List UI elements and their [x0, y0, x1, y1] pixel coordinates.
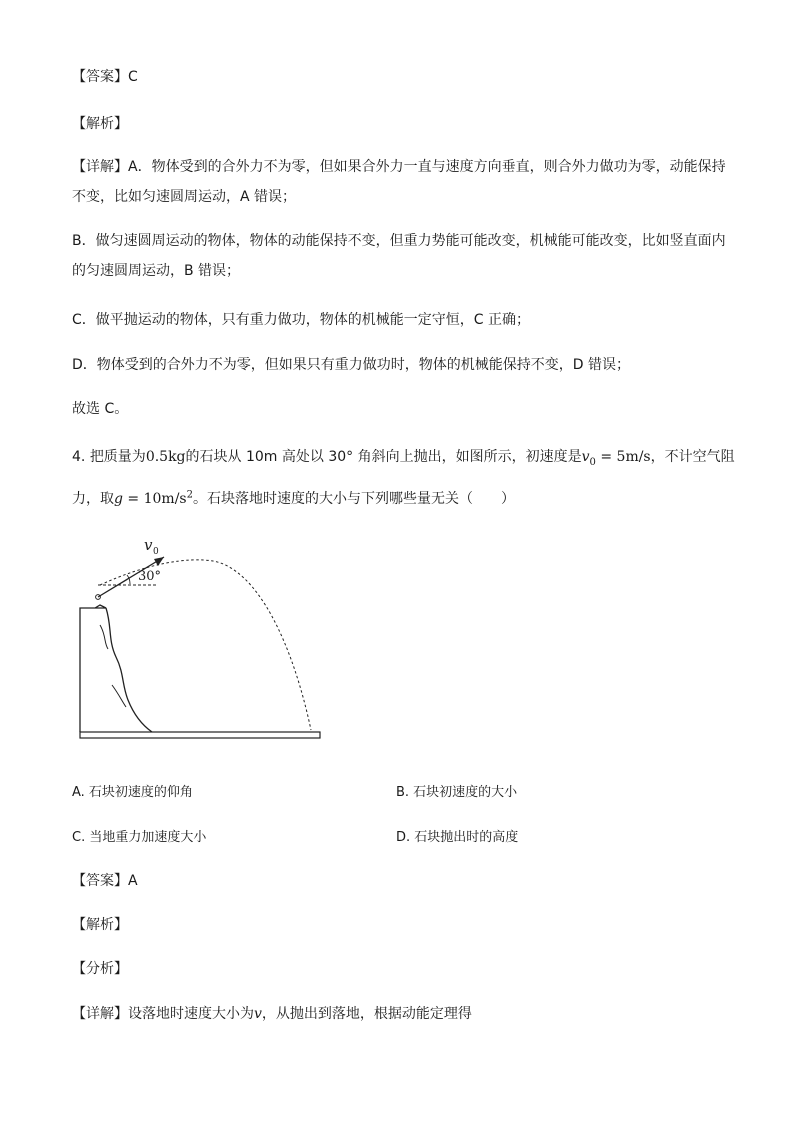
option-A: A. 石块初速度的仰角: [72, 785, 193, 800]
q3-answer-line: [72, 66, 138, 86]
q4-stem-line1: [72, 446, 735, 468]
answer-tag: 【答案】: [72, 69, 128, 85]
cliff-crack-1: [100, 625, 108, 649]
q4-v0-sub: 0: [589, 456, 596, 468]
q4-v0-value: = 5m/s: [595, 449, 651, 465]
detail-v: v: [254, 1006, 262, 1022]
q4-number: 4.: [72, 449, 86, 465]
q4-stem-part4: 力，取: [72, 491, 114, 507]
option-D: D. 石块抛出时的高度: [396, 830, 519, 845]
detail-tag: 【详解】: [72, 159, 128, 175]
q4-stem-line2: [72, 488, 515, 508]
q4-analysis-tag: 【解析】: [72, 917, 128, 933]
q4-fenxi-tag: 【分析】: [72, 961, 128, 977]
q3-detail-D: D．物体受到的合外力不为零，但如果只有重力做功时，物体的机械能保持不变，D 错误；: [72, 357, 631, 373]
q4-detail-line: [72, 1003, 472, 1023]
q3-detail-A: [72, 152, 732, 212]
q4-stem-part2: 的石块从 10m 高处以 30° 角斜向上抛出，如图所示，初速度是: [185, 449, 582, 465]
option-B: B. 石块初速度的大小: [396, 785, 518, 800]
q4-g-exp: 2: [186, 489, 193, 501]
angle-label: 30°: [138, 569, 162, 584]
q4-g-symbol: g: [114, 491, 123, 507]
q3-analysis-tag: 【解析】: [72, 116, 128, 132]
ground: [80, 732, 320, 738]
q3-detail-B: B．做匀速圆周运动的物体，物体的动能保持不变，但重力势能可能改变，机械能可能改变，比如竖直面内的匀速圆周运动，B 错误；: [72, 233, 726, 279]
q3-conclusion: 故选 C。: [72, 401, 129, 417]
cliff-edge: [80, 605, 106, 732]
q4-stem-part5: 。石块落地时速度的大小与下列哪些量无关（ ）: [192, 491, 515, 507]
answer-tag: 【答案】: [72, 873, 128, 889]
v0-label-sub: 0: [153, 547, 159, 557]
projectile-figure: [78, 535, 328, 745]
answer-value: C: [128, 69, 138, 85]
q4-stem-part3: ，不计空气阻: [650, 449, 735, 465]
cliff-face: [106, 608, 152, 732]
cliff-crack-2: [112, 685, 126, 707]
trajectory: [100, 560, 311, 730]
detail-tag: 【详解】: [72, 1006, 128, 1022]
detail-part1: 设落地时速度大小为: [128, 1006, 254, 1022]
q4-stem-part1: 把质量为: [89, 449, 146, 465]
q4-g-value: = 10m/s: [122, 491, 187, 507]
detail-A-text: A．物体受到的合外力不为零，但如果合外力一直与速度方向垂直，则合外力做功为零，动能保持不变，比如匀速圆周运动，A 错误；: [72, 159, 726, 205]
answer-value: A: [128, 873, 138, 889]
q4-mass: 0.5kg: [145, 449, 186, 465]
option-C: C. 当地重力加速度大小: [72, 830, 207, 845]
v0-label: v: [144, 536, 153, 554]
detail-part2: ，从抛出到落地，根据动能定理得: [261, 1006, 472, 1022]
q3-detail-C: C．做平抛运动的物体，只有重力做功，物体的机械能一定守恒，C 正确；: [72, 312, 530, 328]
q4-v0-symbol: v: [581, 449, 590, 465]
q4-answer-line: [72, 870, 138, 890]
